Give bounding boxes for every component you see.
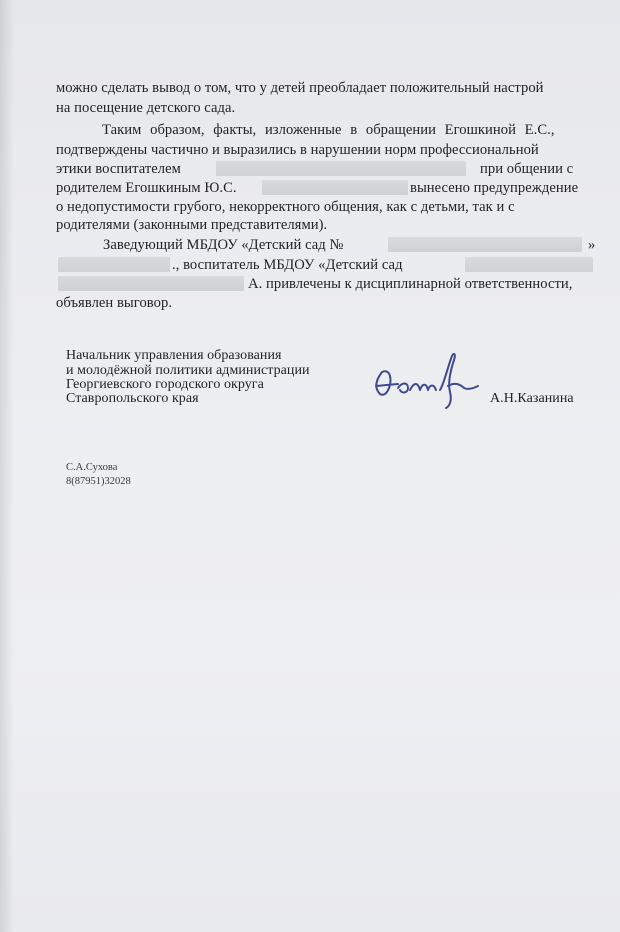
- signatory-name: А.Н.Казанина: [490, 391, 574, 406]
- paragraph-2-line-1: [56, 121, 596, 139]
- signatory-position-line-4: Ставропольского края: [66, 391, 199, 406]
- paragraph-2-line-4-start: родителем Егошкиным Ю.С.: [56, 180, 237, 196]
- paragraph-2-line-3-end: при общении с: [480, 161, 574, 177]
- paragraph-2-line-6: родителями (законными представителями).: [56, 217, 328, 233]
- handwritten-signature: [368, 346, 484, 416]
- paragraph-1-line-2: на посещение детского сада.: [56, 100, 236, 116]
- paragraph-2-line-5: о недопустимости грубого, некорректного общения, как с детьми, так и с: [56, 199, 515, 215]
- redaction-block: [262, 180, 408, 195]
- redaction-block: [388, 237, 582, 252]
- paragraph-1-line-1: можно сделать вывод о том, что у детей преобладает положительный настрой: [56, 80, 544, 96]
- redaction-block: [58, 257, 170, 272]
- signatory-position-line-1: Начальник управления образования: [66, 348, 282, 363]
- paragraph-3-line-4: объявлен выговор.: [56, 295, 173, 311]
- paragraph-3-line-3: А. привлечены к дисциплинарной ответственности,: [248, 276, 573, 292]
- redaction-block: [465, 257, 593, 272]
- redaction-block: [58, 276, 244, 291]
- paragraph-3-line-1-end: »: [588, 237, 596, 253]
- paragraph-2-line-3-start: этики воспитателем: [56, 161, 181, 177]
- signatory-position-line-2: и молодёжной политики администрации: [66, 363, 310, 378]
- signatory-position-line-3: Георгиевского городского округа: [66, 377, 264, 392]
- paragraph-2-line-2: подтверждены частично и выразились в нарушении норм профессиональной: [56, 142, 539, 158]
- paragraph-2-line-4-end: вынесено предупреждение: [410, 180, 579, 196]
- redaction-block: [216, 161, 466, 176]
- executor-phone: 8(87951)32028: [66, 476, 131, 487]
- paragraph-3-line-1-start: Заведующий МБДОУ «Детский сад №: [103, 237, 344, 253]
- executor-name: С.А.Сухова: [66, 462, 118, 473]
- paragraph-3-line-2-start: ., воспитатель МБДОУ «Детский сад: [172, 257, 403, 273]
- paragraph-2-line-1-text: Таким образом, факты, изложенные в обращении Егошкиной Е.С.,: [102, 122, 555, 138]
